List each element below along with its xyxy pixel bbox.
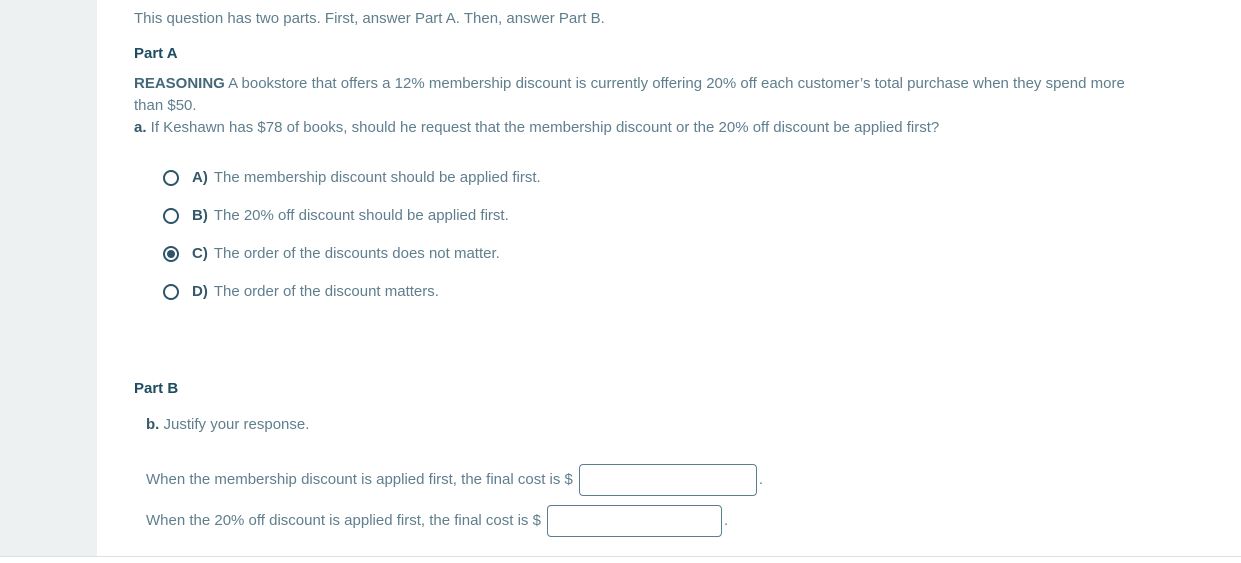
option-a-letter: A) (192, 169, 208, 186)
option-a[interactable] (163, 166, 1201, 190)
option-d-text: The order of the discount matters. (213, 283, 439, 300)
option-d-letter: D) (192, 283, 208, 300)
left-sidebar (0, 0, 97, 556)
question-b-label: b. (146, 416, 160, 433)
twenty-off-first-suffix: . (723, 512, 729, 529)
part-a-heading: Part A (134, 45, 178, 62)
question-a-text: If Keshawn has $78 of books, should he request that the membership discount or the 20% off discount be applied first? (146, 119, 940, 136)
option-c-letter: C) (192, 245, 208, 262)
question-a-line (134, 117, 1136, 139)
option-b[interactable] (163, 204, 1201, 228)
part-b-heading: Part B (134, 380, 179, 397)
option-d[interactable] (163, 280, 1201, 304)
radio-option-d[interactable] (163, 284, 179, 300)
radio-option-c[interactable] (163, 246, 179, 262)
membership-first-cost-input[interactable] (579, 464, 757, 496)
question-b-line (146, 414, 1148, 436)
option-a-text: The membership discount should be applied first. (213, 169, 541, 186)
answer-options (163, 166, 1201, 304)
reasoning-paragraph (134, 73, 1136, 117)
option-b-letter: B) (192, 207, 208, 224)
option-c[interactable] (163, 242, 1201, 266)
radio-option-a[interactable] (163, 170, 179, 186)
reasoning-label: REASONING (134, 75, 225, 92)
radio-option-b[interactable] (163, 208, 179, 224)
question-intro: This question has two parts. First, answer Part A. Then, answer Part B. (134, 10, 605, 27)
membership-first-row (146, 464, 1201, 496)
option-b-text: The 20% off discount should be applied first. (213, 207, 509, 224)
question-content (97, 0, 1241, 556)
reasoning-text: A bookstore that offers a 12% membership discount is currently offering 20% off each customer’s total purchase when they spend more than $50. (134, 75, 1125, 114)
question-b-text: Justify your response. (159, 416, 310, 433)
twenty-off-first-row (146, 505, 1201, 537)
option-c-text: The order of the discounts does not matter. (213, 245, 500, 262)
membership-first-suffix: . (758, 471, 764, 488)
twenty-off-first-label: When the 20% off discount is applied first, the final cost is $ (146, 512, 541, 529)
question-a-label: a. (134, 119, 147, 136)
twenty-off-first-cost-input[interactable] (547, 505, 722, 537)
membership-first-label: When the membership discount is applied first, the final cost is $ (146, 471, 573, 488)
